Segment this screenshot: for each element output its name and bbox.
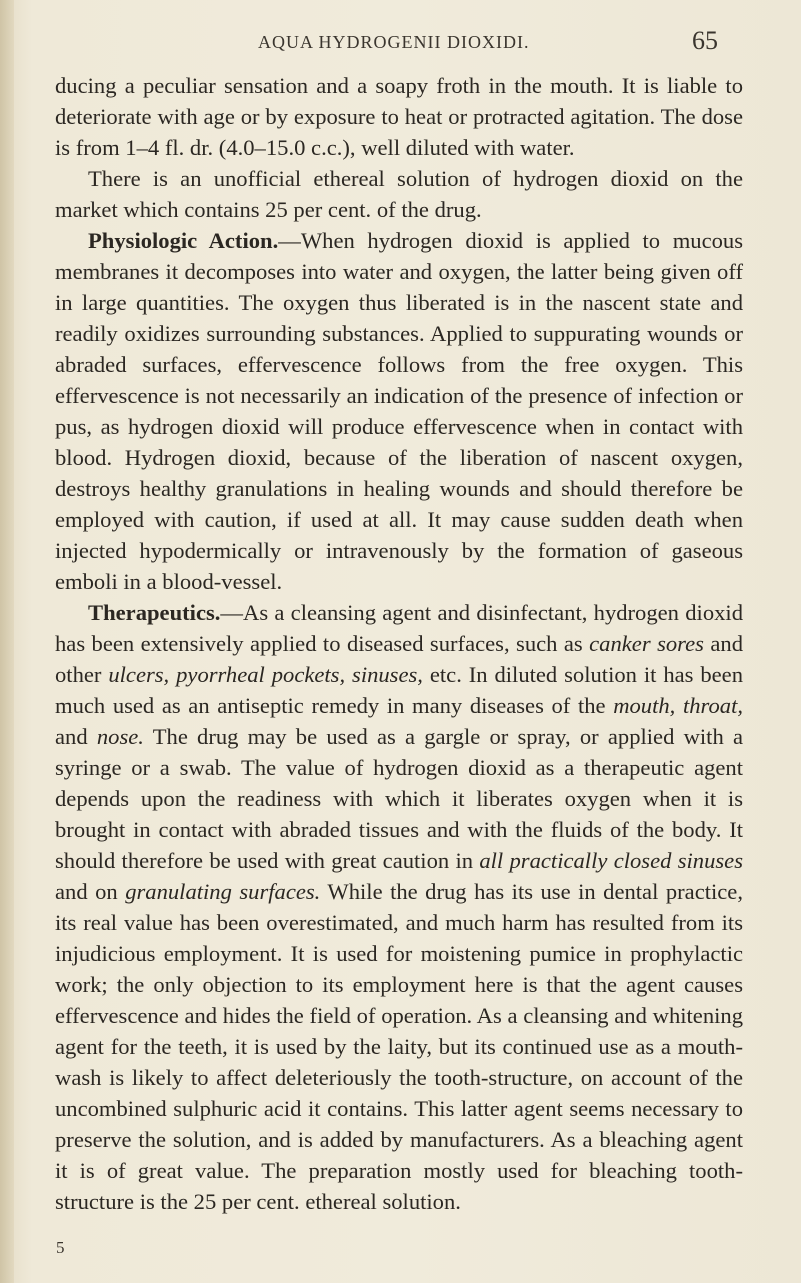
- text-run: —As a cleansing agent and disinfectant, hydrogen dioxid has been extensively applied to diseased surfaces, such as: [55, 600, 743, 656]
- text-run: and: [55, 724, 97, 749]
- signature-mark: 5: [56, 1238, 65, 1257]
- italic-term: ulcers, pyorrheal pockets, sinuses,: [108, 662, 423, 687]
- running-head: AQUA HYDROGENII DIOXIDI.: [258, 32, 530, 52]
- italic-term: all practically closed sinuses: [479, 848, 743, 873]
- italic-term: granulating surfaces.: [125, 879, 321, 904]
- text-run: and other: [55, 631, 744, 687]
- paragraph-p4: [55, 597, 743, 1217]
- italic-term: mouth, throat,: [613, 693, 743, 718]
- text-run: While the drug has its use in dental practice, its real value has been overestimated, and much harm has resulted from its injudicious employment. It is used for moistening pumice in prophylactic work; the only objection to its employment here is that the agent causes effervescence and hides the field of operation. As a cleansing and whitening agent for the teeth, it is used by the laity, but its continued use as a mouth-wash is likely to affect deleteriously the tooth-structure, on account of the uncombined sulphuric acid it contains. This latter agent seems necessary to preserve the solution, and is added by manufacturers. As a bleaching agent it is of great value. The preparation mostly used for bleaching tooth-structure is the 25 per cent. ethereal solution.: [55, 879, 743, 1214]
- body-text: [55, 70, 743, 1217]
- italic-term: canker sores: [589, 631, 704, 656]
- italic-term: nose.: [96, 724, 144, 749]
- paragraph-p3: [55, 225, 743, 597]
- text-run: ducing a peculiar sensation and a soapy froth in the mouth. It is liable to deteriorate with age or by exposure to heat or protracted agitation. The dose is from 1–4 fl. dr. (4.0–15.0 c.c.), well diluted with water.: [55, 73, 743, 160]
- page-number: 65: [692, 26, 718, 55]
- paragraph-p2: [55, 163, 743, 225]
- text-run: etc. In diluted solution it has been much used as an antiseptic remedy in many diseases of the: [55, 662, 743, 718]
- text-run: There is an unofficial ethereal solution of hydrogen dioxid on the market which contains 25 per cent. of the drug.: [55, 166, 743, 222]
- page-header: [0, 28, 801, 58]
- page-edge: [0, 0, 14, 1283]
- text-run: and on: [55, 879, 126, 904]
- paragraph-p1: [55, 70, 743, 163]
- section-heading: Therapeutics.: [88, 600, 221, 625]
- text-run: The drug may be used as a gargle or spray, or applied with a syringe or a swab. The value of hydrogen dioxid as a therapeutic agent depends upon the readiness with which it liberates oxygen when it is brought in contact with abraded tissues and with the fluids of the body. It should therefore be used with great caution in: [55, 724, 743, 873]
- section-heading: Physiologic Action.: [88, 228, 279, 253]
- text-run: —When hydrogen dioxid is applied to mucous membranes it decomposes into water and oxygen, the latter being given off in large quantities. The oxygen thus liberated is in the nascent state and readily oxidizes surrounding substances. Applied to suppurating wounds or abraded surfaces, effervescence follows from the free oxygen. This effervescence is not necessarily an indication of the presence of infection or pus, as hydrogen dioxid will produce effervescence when in contact with blood. Hydrogen dioxid, because of the liberation of nascent oxygen, destroys healthy granulations in healing wounds and should therefore be employed with caution, if used at all. It may cause sudden death when injected hypodermically or intravenously by the formation of gaseous emboli in a blood-vessel.: [55, 228, 743, 594]
